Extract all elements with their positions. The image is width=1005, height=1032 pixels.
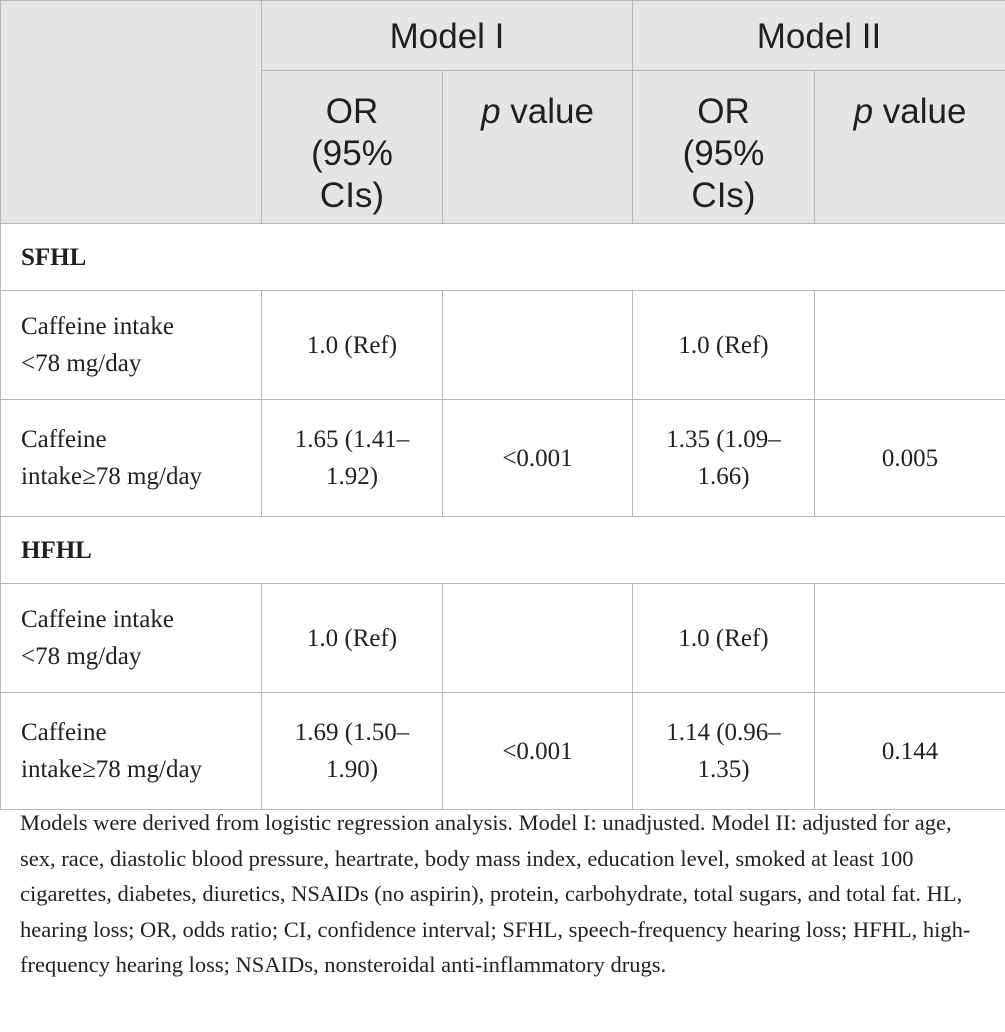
section-row-sfhl (1, 224, 1005, 291)
row-label-line1: Caffeine intake (21, 606, 174, 633)
row-label-line1: Caffeine (21, 719, 107, 746)
row-label-line2: <78 mg/day (21, 350, 142, 377)
or-label-line1: OR (325, 92, 379, 131)
header-model-1-or (262, 71, 443, 224)
or-value: 1.0 (Ref) (678, 624, 769, 652)
row-label (1, 400, 262, 517)
model-1-p-cell (443, 584, 633, 693)
or-label-line3: CIs) (319, 176, 385, 215)
p-label-rest: value (873, 92, 967, 131)
model-1-or-cell (262, 584, 443, 693)
or-value-line2: 1.90) (325, 756, 379, 783)
p-label-italic: p (853, 92, 874, 131)
row-label-line2: <78 mg/day (21, 643, 142, 670)
row-label (1, 693, 262, 810)
or-label-line2: (95% (682, 134, 765, 173)
section-row-hfhl (1, 517, 1005, 584)
header-model-1: Model I (262, 1, 633, 71)
model-2-or-cell (633, 400, 815, 517)
or-value: 1.0 (Ref) (678, 331, 769, 359)
header-model-2-or (633, 71, 815, 224)
or-label-line3: CIs) (691, 176, 756, 215)
or-label-line1: OR (697, 92, 750, 131)
table-footnote: Models were derived from logistic regression analysis. Model I: unadjusted. Model II: adjusted for age, sex, race, diastolic blood pressure, heartrate, body mass index, education level, smoked at least 100 cigarettes, diabetes, diuretics, NSAIDs (no aspirin), protein, carbohydrate, total sugars, and total fat. HL, hearing loss; OR, odds ratio; CI, confidence interval; SFHL, speech-frequency hearing loss; HFHL, high-frequency hearing loss; NSAIDs, nonsteroidal anti-inflammatory drugs. (20, 810, 971, 977)
table-row (1, 693, 1005, 810)
row-label (1, 584, 262, 693)
or-value-line1: 1.35 (1.09– (666, 426, 781, 453)
model-1-or-cell (262, 400, 443, 517)
or-label-line2: (95% (311, 134, 393, 173)
header-empty-cell (1, 1, 262, 224)
header-model-2: Model II (633, 1, 1005, 71)
model-2-p-cell (815, 291, 1005, 400)
table-body (1, 224, 1005, 810)
model-1-p-cell (443, 291, 633, 400)
table-header (1, 1, 1005, 224)
header-row-models (1, 1, 1005, 71)
row-label-line1: Caffeine (21, 426, 107, 453)
or-value-line2: 1.35) (697, 756, 750, 783)
model-1-p-cell: <0.001 (443, 400, 633, 517)
model-2-p-cell (815, 584, 1005, 693)
row-label-line2: intake≥78 mg/day (21, 756, 203, 783)
table-row (1, 291, 1005, 400)
p-label-italic: p (481, 92, 501, 131)
model-1-or-cell (262, 291, 443, 400)
section-title: SFHL (1, 224, 1005, 291)
model-2-or-cell (633, 584, 815, 693)
model-2-p-cell: 0.005 (815, 400, 1005, 517)
table-row (1, 400, 1005, 517)
row-label-line2: intake≥78 mg/day (21, 463, 203, 490)
header-model-2-p (815, 71, 1005, 224)
or-value-line2: 1.92) (325, 463, 379, 490)
model-2-p-cell: 0.144 (815, 693, 1005, 810)
row-label (1, 291, 262, 400)
row-label-line1: Caffeine intake (21, 313, 174, 340)
or-value-line1: 1.69 (1.50– (294, 719, 410, 746)
p-label-rest: value (500, 92, 594, 131)
model-2-or-cell (633, 693, 815, 810)
or-value-line1: 1.65 (1.41– (294, 426, 410, 453)
header-model-1-p (443, 71, 633, 224)
or-value-line2: 1.66) (697, 463, 750, 490)
model-2-or-cell (633, 291, 815, 400)
model-1-p-cell: <0.001 (443, 693, 633, 810)
model-1-or-cell (262, 693, 443, 810)
or-value-line1: 1.14 (0.96– (666, 719, 781, 746)
table-row (1, 584, 1005, 693)
section-title: HFHL (1, 517, 1005, 584)
or-value: 1.0 (Ref) (306, 624, 398, 652)
or-value: 1.0 (Ref) (306, 331, 398, 359)
